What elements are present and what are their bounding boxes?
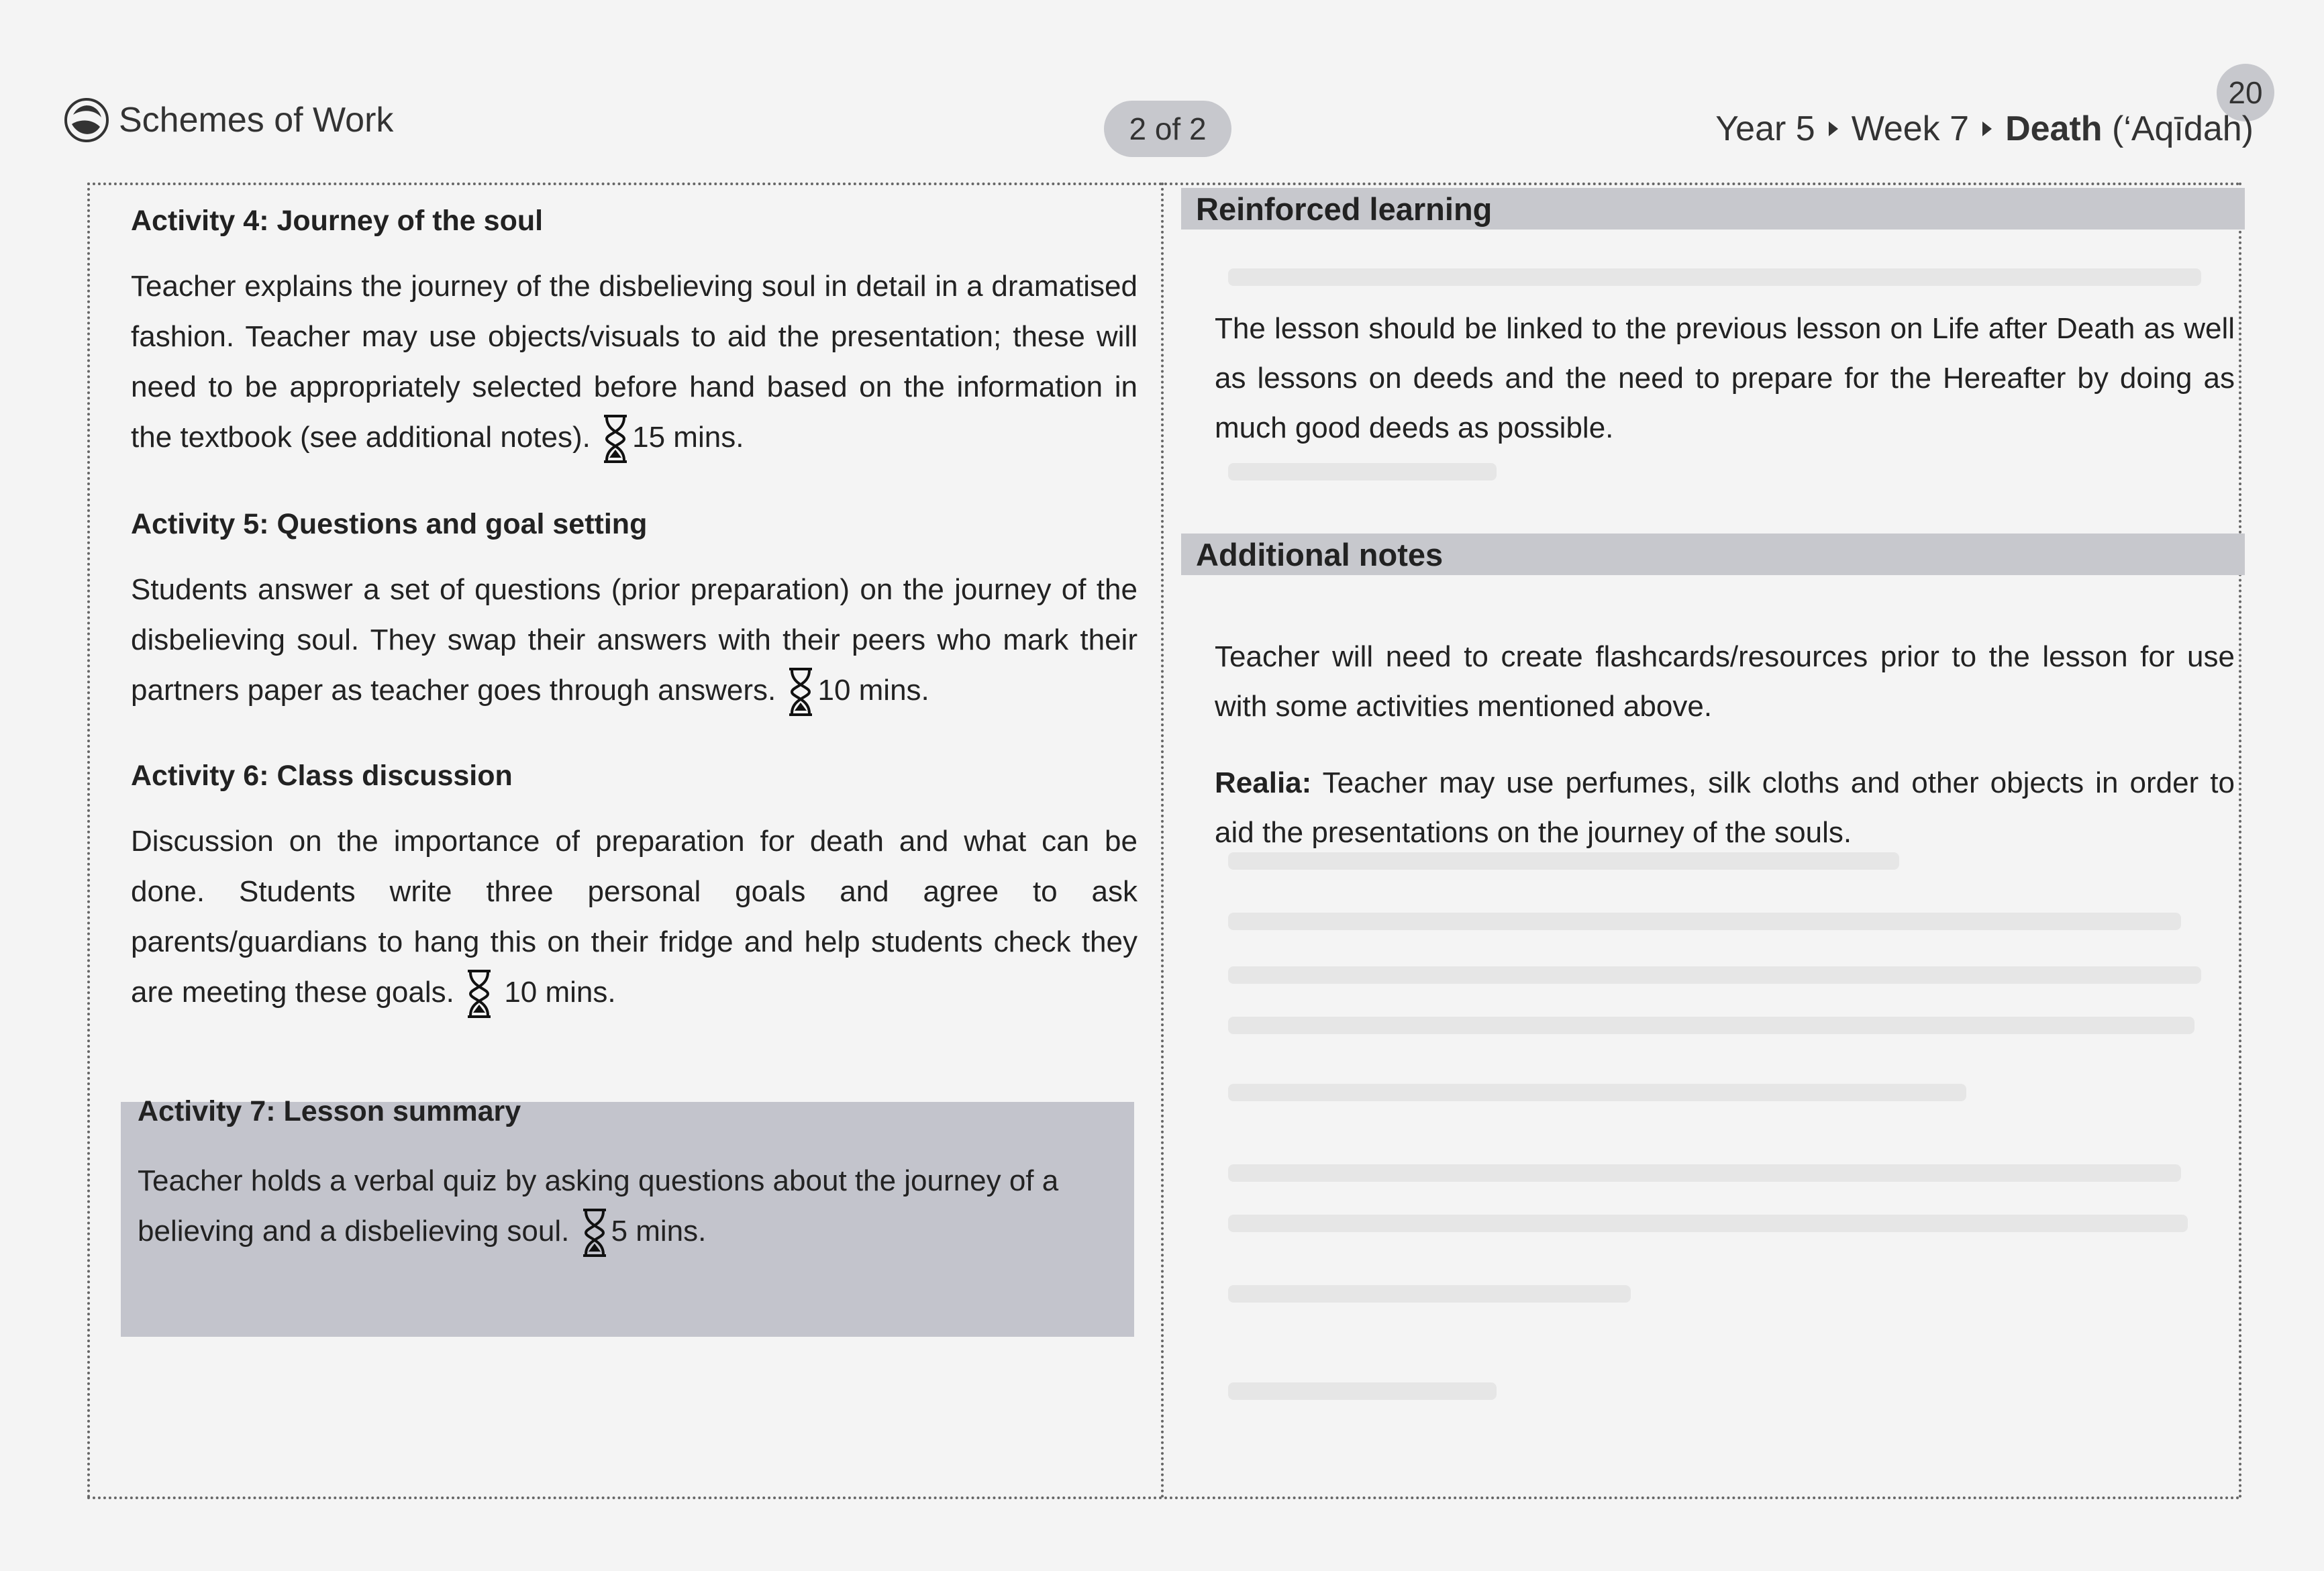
activity-5 [131,508,1138,717]
hourglass-icon [601,413,629,464]
brand [64,97,393,143]
brand-name: Schemes of Work [119,101,394,140]
realia-note [1215,758,2235,858]
realia-text: Teacher may use perfumes, silk cloths and other objects in order to aid the presentations on the journey of the souls. [1215,766,2235,849]
activity-7-text: Teacher holds a verbal quiz by asking questions about the journey of a believing and a disbelieving soul. [138,1164,1059,1248]
breadcrumb [1715,109,2254,149]
lesson-summary-panel [121,1095,1134,1337]
breadcrumb-topic: Death [2005,109,2103,148]
hourglass-icon [580,1207,609,1258]
additional-notes-text: Teacher will need to create flashcards/resources prior to the lesson for use with some activities mentioned above. [1215,640,2235,723]
activity-6 [131,760,1138,1019]
reinforced-learning-text: The lesson should be linked to the previous lesson on Life after Death as well as lessons on deeds and the need to prepare for the Hereafter by doing as much good deeds as possible. [1215,312,2235,444]
chevron-right-icon [1982,121,1992,136]
activity-5-text: Students answer a set of questions (prior preparation) on the journey of the disbelieving soul. They swap their answers with their peers who mark their partners paper as teacher goes through answers. [131,573,1138,707]
column-divider [1161,183,1164,1499]
activity-6-text: Discussion on the importance of preparation for death and what can be done. Students write three personal goals and agree to ask parents/guardians to hang this on their fridge and help students check they are meeting these goals. [131,825,1138,1009]
hourglass-icon [787,666,815,717]
hourglass-icon [465,968,493,1019]
reinforced-learning-header: Reinforced learning [1181,188,2245,230]
activity-5-time: 10 mins. [817,674,929,707]
breadcrumb-year: Year 5 [1715,109,1815,148]
page-indicator: 2 of 2 [1104,101,1231,157]
breadcrumb-topic-suffix: (‘Aqīdah) [2112,109,2254,148]
activity-6-time: 10 mins. [504,976,616,1009]
activity-7-title: Activity 7: Lesson summary [138,1095,521,1127]
activity-4 [131,205,1138,464]
activity-5-title: Activity 5: Questions and goal setting [131,508,648,540]
brand-logo-icon [64,97,109,143]
activity-4-text: Teacher explains the journey of the disbelieving soul in detail in a dramatised fashion. Teacher may use objects/visuals to aid the presentation; these will need to be appropriately selected before hand based on the information in the textbook (see additional notes). [131,270,1138,454]
activity-4-title: Activity 4: Journey of the soul [131,205,544,237]
realia-label: Realia: [1215,766,1312,799]
activity-7-time: 5 mins. [611,1215,707,1248]
activity-4-time: 15 mins. [632,421,744,454]
chevron-right-icon [1829,121,1838,136]
page-number: 20 [2217,64,2274,121]
breadcrumb-week: Week 7 [1851,109,1970,148]
additional-notes-header: Additional notes [1181,534,2245,575]
activity-6-title: Activity 6: Class discussion [131,760,513,792]
